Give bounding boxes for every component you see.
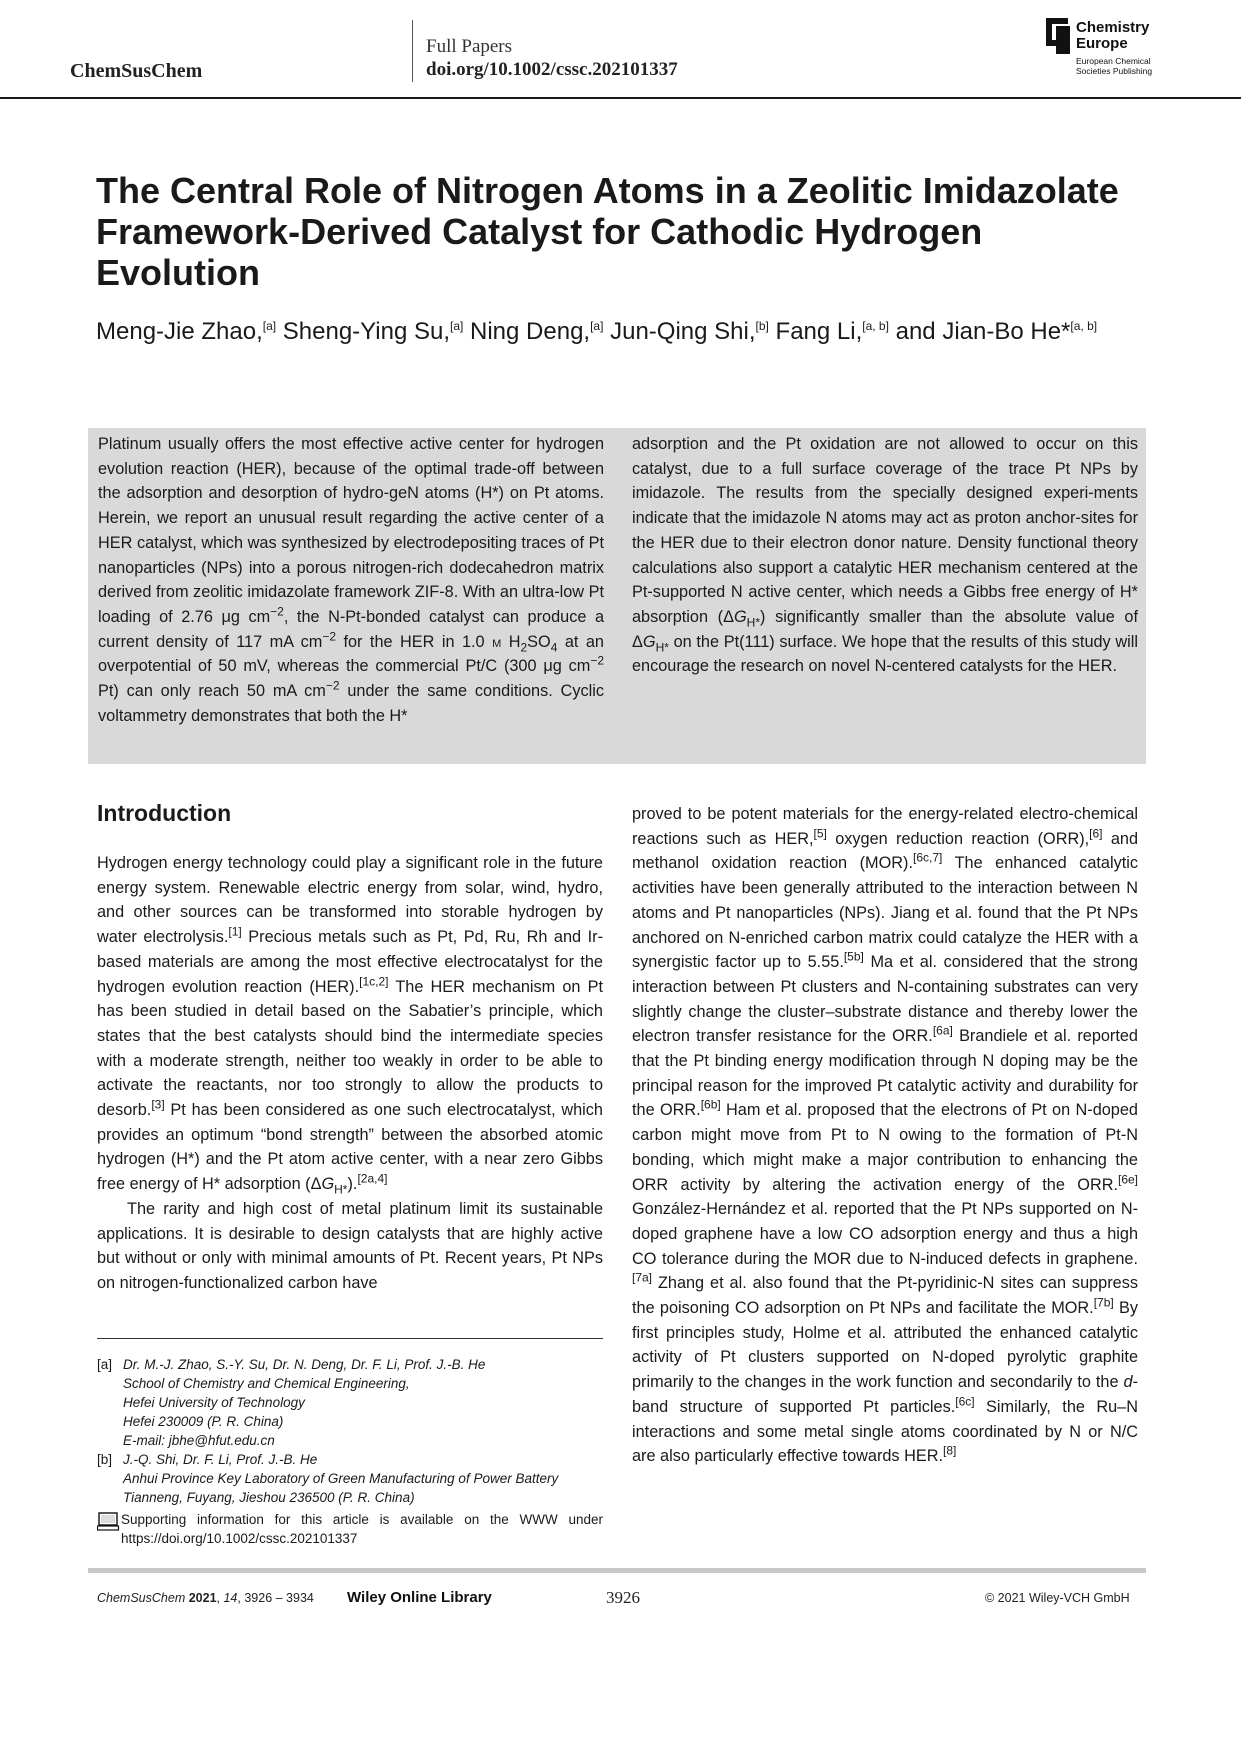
body-left-column bbox=[97, 851, 603, 1296]
header-rule bbox=[0, 97, 1241, 99]
abstract-right-column: adsorption and the Pt oxidation are not allowed to occur on this catalyst, due to a full surface coverage of the trace Pt NPs by imidazole. The results from the specially designed experi-ments indicate that the imidazole N atoms may act as proton anchor-sites for the HER due to their electron donor nature. Density functional theory calculations also support a catalytic HER mechanism centered at the Pt-supported N active center, which needs a Gibbs free energy of H* absorption $(\Delta G_{H*})$ significantly smaller than the absolute value of $\Delta G_{H*}$ on the Pt(111) surface. We hope that the results of this study will encourage the research on novel N-centered catalysts for the HER. bbox=[632, 435, 1138, 676]
author-affiliation-marker: [a] bbox=[590, 319, 604, 333]
author-name: Sheng-Ying Su, bbox=[282, 318, 450, 345]
page-number: 3926 bbox=[606, 1588, 640, 1607]
affiliation-b bbox=[97, 1450, 603, 1510]
footer-citation: ChemSusChem 2021, 14, 3926 – 3934 bbox=[97, 1591, 314, 1605]
article-title: The Central Role of Nitrogen Atoms in a Zeolitic Imidazolate Framework-Derived Catalyst for Cathodic Hydrogen Evolution bbox=[96, 170, 1119, 293]
author-affiliation-marker: [a] bbox=[450, 319, 464, 333]
footnote-rule bbox=[97, 1338, 603, 1339]
supporting-info-text[interactable]: Supporting information for this article is available on the WWW under https://doi.org/10.1002/cssc.202101337 bbox=[121, 1512, 603, 1546]
affiliation-a-text bbox=[123, 1355, 603, 1450]
author-affiliation-marker: [a] bbox=[262, 319, 277, 333]
logo-sub1: European Chemical bbox=[1076, 56, 1151, 66]
section-heading-introduction: Introduction bbox=[97, 800, 232, 826]
affiliation-line: J.-Q. Shi, Dr. F. Li, Prof. J.-B. He bbox=[123, 1452, 318, 1467]
body-right-column bbox=[632, 802, 1138, 1469]
intro-paragraph-1: Hydrogen energy technology could play a significant role in the future energy system. Renewable electric energy from solar, wind, hydro, and other sources can be transformed into storable hydrogen by water electrolysis.[1] Precious metals such as Pt, Pd, Ru, Rh and Ir-based materials are among the most effective electrocatalyst for the hydrogen evolution reaction (HER).[1c,2] The HER mechanism on Pt has been studied in detail based on the Sabatier’s principle, which states that the best catalysts should bind the intermediate species with a moderate strength, neither too weakly in order to be able to activate the reactants, nor too strongly to allow the products to desorb.[3] Pt has been considered as one such electrocatalyst, which provides an optimum “bond strength” between the absorbed atomic hydrogen (H*) and the Pt atom active center, with a near zero Gibbs free energy of H* adsorption $(\Delta G_{H*}).[2a,4]$ bbox=[97, 854, 603, 1197]
affiliation-line: Dr. M.-J. Zhao, S.-Y. Su, Dr. N. Deng, Dr. F. Li, Prof. J.-B. He bbox=[123, 1357, 486, 1372]
supporting-info-note bbox=[97, 1510, 603, 1554]
affiliation-line: Anhui Province Key Laboratory of Green Manufacturing of Power Battery bbox=[123, 1471, 559, 1486]
author-affiliation-marker: [a, b] bbox=[862, 319, 889, 333]
section-label: Full Papers bbox=[426, 36, 513, 57]
chemistry-europe-logo bbox=[1046, 18, 1171, 82]
logo-line1: Chemistry bbox=[1076, 19, 1150, 36]
abstract-left-column: Platinum usually offers the most effective active center for hydrogen evolution reaction (HER), because of the optimal trade-off between the adsorption and desorption of hydro-geN atoms (H*) on Pt atoms. Herein, we report an unusual result regarding the active center of a HER catalyst, which was synthesized by electrodepositing traces of Pt nanoparticles (NPs) into a porous nitrogen-rich dodecahedron matrix derived from zeolitic imidazolate framework ZIF-8. With an ultra-low Pt loading of 2.76 μg $cm^{-2}$, the N-Pt-bonded catalyst can produce a current density of 117 mA $cm^{-2}$ for the HER in 1.0 m $H_2SO_4$ at an overpotential of 50 mV, whereas the commercial Pt/C (300 μg $cm^{-2}$ Pt) can only reach 50 mA $cm^{-2}$ under the same conditions. Cyclic voltammetry demonstrates that both the H* bbox=[98, 435, 604, 725]
intro-paragraph-2: The rarity and high cost of metal platinum limit its sustainable applications. It is desirable to design catalysts that are highly active but without or only with minimal amounts of Pt. Recent years, Pt NPs on nitrogen-functionalized carbon have bbox=[97, 1199, 603, 1292]
author-affiliation-marker: [b] bbox=[755, 319, 769, 333]
affiliation-line: School of Chemistry and Chemical Engineering, bbox=[123, 1376, 410, 1391]
copyright: © 2021 Wiley-VCH GmbH bbox=[985, 1591, 1130, 1605]
author-name: Fang Li, bbox=[775, 318, 863, 345]
affiliation-b-tag: [b] bbox=[97, 1452, 113, 1467]
author-name: Ning Deng, bbox=[470, 318, 591, 345]
author-affiliation-marker: [a, b] bbox=[1070, 319, 1098, 333]
affiliation-line: Hefei 230009 (P. R. China) bbox=[123, 1414, 284, 1429]
affiliation-b-text bbox=[123, 1450, 603, 1507]
logo-line2: Europe bbox=[1076, 35, 1128, 52]
right-column-paragraph: proved to be potent materials for the energy-related electro-chemical reactions such as HER,[5] oxygen reduction reaction (ORR),[6] and methanol oxidation reaction (MOR).[6c,7] The enhanced catalytic activities have been generally attributed to the interaction between N atoms and Pt nanoparticles (NPs). Jiang et al. found that the Pt NPs anchored on N-enriched carbon matrix could catalyze the HER with a synergistic factor up to 5.55.[5b] Ma et al. considered that the strong interaction between Pt clusters and N-containing substrates can very slightly change the cluster–substrate distance and thereby lower the electron transfer resistance for the ORR.[6a] Brandiele et al. reported that the Pt binding energy modification through N doping may be the principal reason for the improved Pt catalytic activity and durability for the ORR.[6b] Ham et al. proposed that the electrons of Pt on N-doped carbon might move from Pt to N owing to the formation of Pt-N bonding, which might make a major contribution to enhancing the ORR activity by altering the activation energy of the ORR.[6e] González-Hernández et al. reported that the Pt NPs supported on N-doped graphene have a low CO adsorption energy and thus a high CO tolerance during the MOR due to N-induced defects in graphene.[7a] Zhang et al. also found that the Pt-pyridinic-N sites can suppress the poisoning CO adsorption on Pt NPs and facilitate the MOR.[7b] By first principles study, Holme et al. attributed the enhanced catalytic activity of Pt clusters supported on N-doped pyrolytic graphite primarily to the changes in the work function and secondarily to the d-band structure of supported Pt particles.[6c] Similarly, the Ru–N interactions and some metal single atoms coordinated by N or N/C are also particularly effective towards HER.[8] bbox=[632, 805, 1138, 1466]
author-name: Meng-Jie Zhao, bbox=[96, 318, 263, 345]
author-name: and bbox=[895, 318, 936, 345]
affiliation-line: Tianneng, Fuyang, Jieshou 236500 (P. R. China) bbox=[123, 1490, 415, 1505]
logo-sub2: Societies Publishing bbox=[1076, 66, 1153, 76]
affiliation-a-tag: [a] bbox=[97, 1357, 113, 1372]
doi-link[interactable]: doi.org/10.1002/cssc.202101337 bbox=[426, 59, 678, 80]
header-divider bbox=[412, 20, 413, 82]
author-name: Jian-Bo He* bbox=[942, 318, 1071, 345]
journal-name: ChemSusChem bbox=[70, 60, 203, 82]
wiley-online-library-link[interactable]: Wiley Online Library bbox=[347, 1589, 492, 1606]
author-name: Jun-Qing Shi, bbox=[610, 318, 756, 345]
author-list bbox=[96, 316, 1156, 348]
affiliation-line: Hefei University of Technology bbox=[123, 1395, 305, 1410]
computer-monitor-icon bbox=[97, 1512, 121, 1532]
affiliation-email[interactable]: E-mail: jbhe@hfut.edu.cn bbox=[123, 1433, 275, 1448]
footer-rule bbox=[88, 1568, 1146, 1573]
